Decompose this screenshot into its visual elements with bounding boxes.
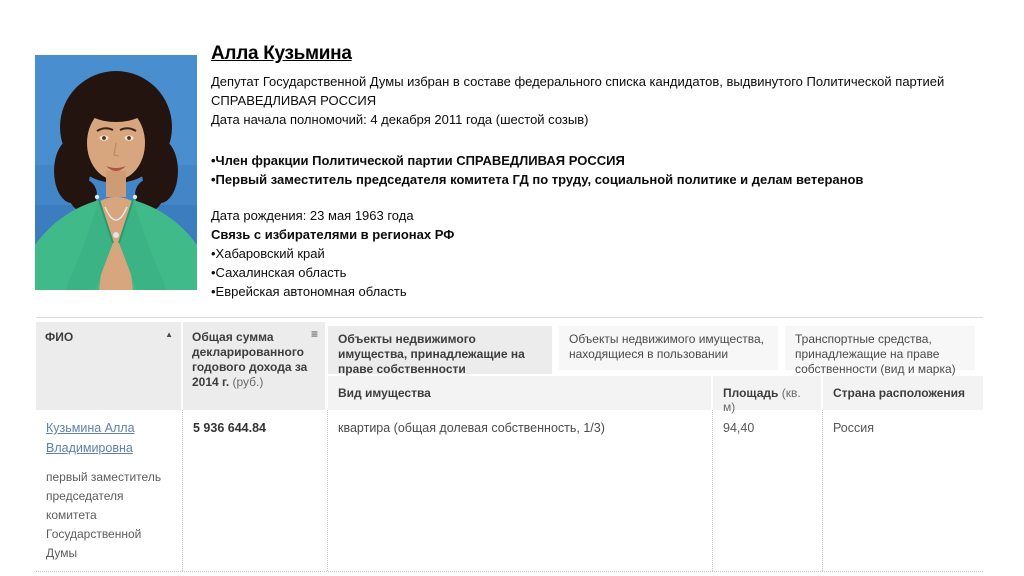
deputy-photo <box>35 55 197 290</box>
tab-vehicles[interactable]: Транспортные средства, принадлежащие на праве собственности (вид и марка) <box>785 326 975 370</box>
term-start-text: Дата начала полномочий: 4 декабря 2011 года (шестой созыв) <box>211 112 589 127</box>
deputy-position-text: первый заместитель председателя комитета Государственной Думы <box>46 470 162 560</box>
subheader-area <box>713 376 821 414</box>
income-unit-label: (руб.) <box>232 375 264 389</box>
mandate-text: Депутат Государственной Думы избран в составе федерального списка кандидатов, выдвинутого Политической партией СПРАВЕДЛИВАЯ РОССИЯ <box>211 74 945 108</box>
fio-header-label: ФИО <box>45 330 74 344</box>
tab-owned-real-estate[interactable]: Объекты недвижимого имущества, принадлежащие на праве собственности <box>328 326 552 374</box>
area-label: Площадь <box>723 386 782 400</box>
cell-area: 94,40 <box>713 410 823 571</box>
cell-income: 5 936 644.84 <box>183 410 328 571</box>
declaration-table <box>36 317 983 572</box>
subheader-country <box>823 376 983 410</box>
regions-title: Связь с избирателями в регионах РФ <box>211 227 455 242</box>
committee-bullet: •Первый заместитель председателя комитета ГД по труду, социальной политике и делам ветеранов <box>211 172 864 187</box>
cell-country: Россия <box>833 421 874 435</box>
income-header-label: Общая сумма декларированного годового дохода за 2014 г. <box>192 330 308 389</box>
birth-date-text: Дата рождения: 23 мая 1963 года <box>211 208 414 223</box>
region-item: •Сахалинская область <box>211 265 347 280</box>
menu-icon[interactable]: ≡ <box>310 327 318 341</box>
sort-ascending-icon[interactable]: ▲ <box>165 330 173 339</box>
deputy-name-link[interactable]: Кузьмина Алла Владимировна <box>46 421 135 455</box>
region-item: •Хабаровский край <box>211 246 325 261</box>
column-header-fio[interactable] <box>36 322 181 410</box>
country-label: Страна расположения <box>833 386 966 400</box>
deputy-info-block <box>211 42 953 301</box>
tab-used-real-estate[interactable]: Объекты недвижимого имущества, находящиеся в пользовании <box>559 326 778 370</box>
property-kind-label: Вид имущества <box>338 386 431 400</box>
cell-property: квартира (общая долевая собственность, 1/3) <box>328 410 713 571</box>
region-item: •Еврейская автономная область <box>211 284 407 299</box>
portrait-illustration <box>35 55 197 290</box>
sub-header-row <box>328 376 983 414</box>
area-unit-label: (кв. м) <box>723 386 801 414</box>
property-tabs <box>328 326 983 374</box>
table-row <box>36 410 983 572</box>
cell-deputy <box>36 410 183 571</box>
subheader-property-kind <box>328 376 711 410</box>
fraction-bullets <box>211 151 953 189</box>
table-header <box>36 322 983 414</box>
fraction-bullet: •Член фракции Политической партии СПРАВЕДЛИВАЯ РОССИЯ <box>211 153 625 168</box>
birth-and-regions <box>211 206 953 301</box>
deputy-name-heading: Алла Кузьмина <box>211 43 352 64</box>
tabbed-header-region <box>328 322 983 414</box>
column-header-income[interactable] <box>183 322 325 410</box>
